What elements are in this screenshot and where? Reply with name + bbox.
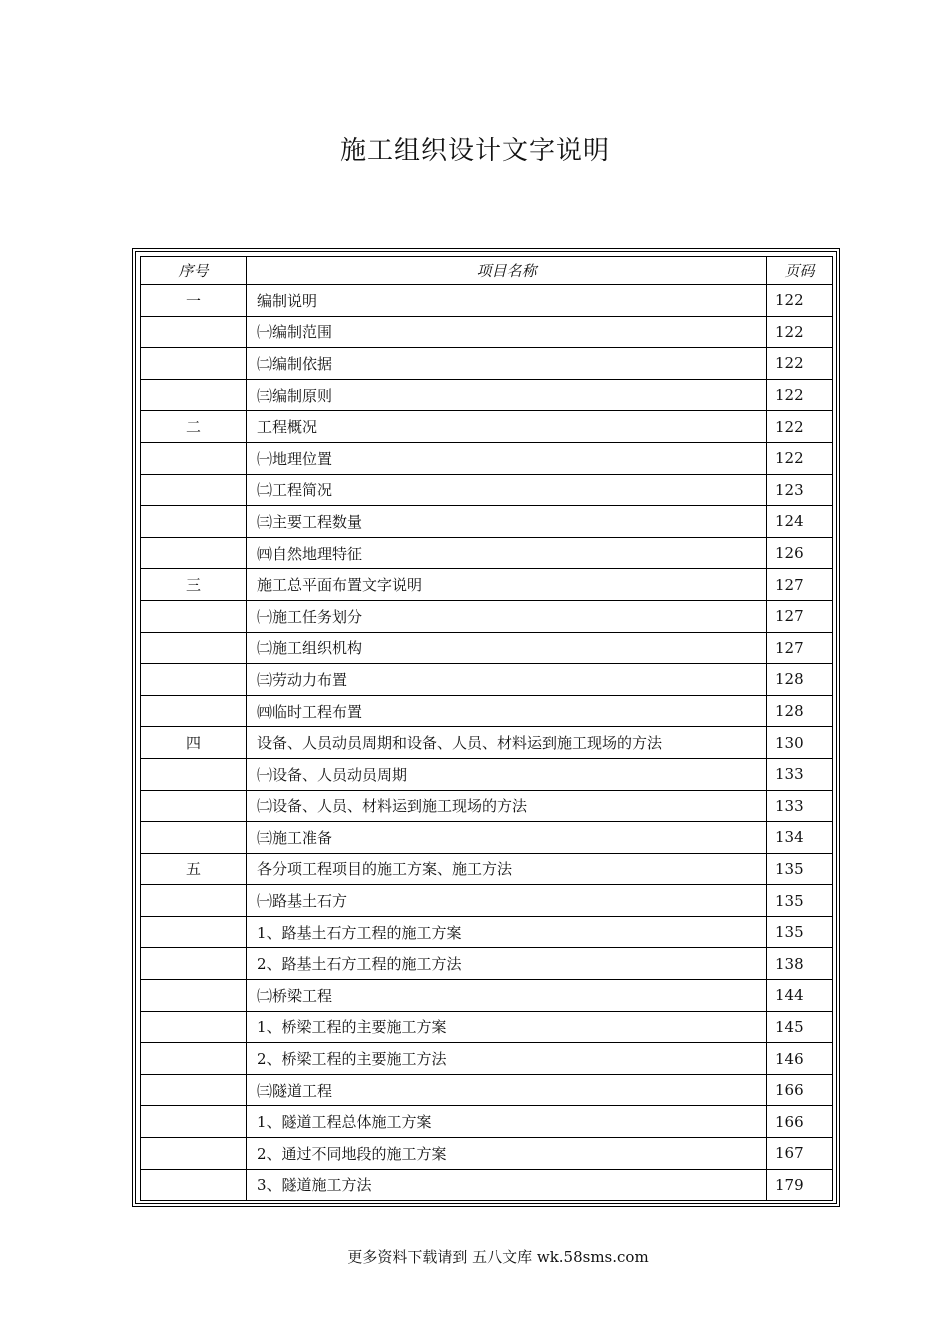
row-item-name: ㈠设备、人员动员周期 — [247, 758, 767, 790]
table-row — [141, 758, 833, 790]
table-row — [141, 285, 833, 317]
row-page-number: 133 — [767, 758, 833, 790]
table-row — [141, 790, 833, 822]
row-number: 二 — [141, 411, 247, 443]
table-row — [141, 411, 833, 443]
row-page-number: 126 — [767, 537, 833, 569]
row-item-name: ㈣临时工程布置 — [247, 695, 767, 727]
row-number — [141, 600, 247, 632]
row-item-name: ㈡编制依据 — [247, 348, 767, 380]
row-number — [141, 790, 247, 822]
row-number — [141, 537, 247, 569]
table-row — [141, 885, 833, 917]
row-page-number: 124 — [767, 506, 833, 538]
row-number — [141, 348, 247, 380]
row-item-name: ㈢施工准备 — [247, 822, 767, 854]
footer-text: 更多资料下载请到 五八文库 wk.58sms.com — [347, 1248, 649, 1266]
row-page-number: 127 — [767, 600, 833, 632]
row-number — [141, 822, 247, 854]
row-number — [141, 980, 247, 1012]
table-row — [141, 1169, 833, 1201]
row-item-name: 编制说明 — [247, 285, 767, 317]
table-row — [141, 1043, 833, 1075]
table-row — [141, 916, 833, 948]
table-row — [141, 727, 833, 759]
row-item-name: ㈣自然地理特征 — [247, 537, 767, 569]
table-row — [141, 348, 833, 380]
row-page-number: 128 — [767, 695, 833, 727]
row-number — [141, 1011, 247, 1043]
table-row — [141, 474, 833, 506]
header-number: 序号 — [141, 257, 247, 285]
row-number — [141, 695, 247, 727]
table-header-row — [141, 257, 833, 285]
table-row — [141, 600, 833, 632]
row-item-name: 2、通过不同地段的施工方案 — [247, 1138, 767, 1170]
row-item-name: ㈢编制原则 — [247, 379, 767, 411]
row-page-number: 138 — [767, 948, 833, 980]
row-page-number: 135 — [767, 853, 833, 885]
row-item-name: ㈠编制范围 — [247, 316, 767, 348]
row-page-number: 144 — [767, 980, 833, 1012]
row-item-name: 1、路基土石方工程的施工方案 — [247, 916, 767, 948]
row-number — [141, 664, 247, 696]
table-row — [141, 379, 833, 411]
row-number: 三 — [141, 569, 247, 601]
row-number — [141, 632, 247, 664]
row-item-name: 工程概况 — [247, 411, 767, 443]
row-item-name: ㈠路基土石方 — [247, 885, 767, 917]
row-page-number: 122 — [767, 379, 833, 411]
row-item-name: ㈡工程简况 — [247, 474, 767, 506]
table-row — [141, 442, 833, 474]
table-row — [141, 1138, 833, 1170]
table-row — [141, 316, 833, 348]
table-row — [141, 569, 833, 601]
table-row — [141, 632, 833, 664]
header-page: 页码 — [767, 257, 833, 285]
row-number — [141, 1106, 247, 1138]
row-page-number: 179 — [767, 1169, 833, 1201]
row-page-number: 122 — [767, 442, 833, 474]
table-row — [141, 1011, 833, 1043]
toc-table-frame — [132, 248, 840, 1207]
row-page-number: 135 — [767, 916, 833, 948]
row-page-number: 122 — [767, 348, 833, 380]
row-item-name: 2、桥梁工程的主要施工方法 — [247, 1043, 767, 1075]
row-page-number: 167 — [767, 1138, 833, 1170]
row-page-number: 128 — [767, 664, 833, 696]
header-name: 项目名称 — [247, 257, 767, 285]
row-page-number: 133 — [767, 790, 833, 822]
row-page-number: 122 — [767, 285, 833, 317]
row-item-name: 设备、人员动员周期和设备、人员、材料运到施工现场的方法 — [247, 727, 767, 759]
row-page-number: 130 — [767, 727, 833, 759]
row-page-number: 127 — [767, 632, 833, 664]
row-page-number: 122 — [767, 316, 833, 348]
row-item-name: 各分项工程项目的施工方案、施工方法 — [247, 853, 767, 885]
toc-table — [140, 256, 833, 1201]
row-page-number: 145 — [767, 1011, 833, 1043]
row-item-name: ㈠施工任务划分 — [247, 600, 767, 632]
row-number — [141, 1074, 247, 1106]
row-number — [141, 885, 247, 917]
table-row — [141, 695, 833, 727]
row-page-number: 122 — [767, 411, 833, 443]
row-item-name: 3、隧道施工方法 — [247, 1169, 767, 1201]
row-item-name: 1、隧道工程总体施工方案 — [247, 1106, 767, 1138]
row-page-number: 123 — [767, 474, 833, 506]
row-page-number: 127 — [767, 569, 833, 601]
row-number — [141, 474, 247, 506]
table-row — [141, 1074, 833, 1106]
row-item-name: ㈡设备、人员、材料运到施工现场的方法 — [247, 790, 767, 822]
row-item-name: 2、路基土石方工程的施工方法 — [247, 948, 767, 980]
table-row — [141, 822, 833, 854]
table-row — [141, 853, 833, 885]
row-page-number: 135 — [767, 885, 833, 917]
page-title: 施工组织设计文字说明 — [339, 136, 610, 166]
row-item-name: ㈡桥梁工程 — [247, 980, 767, 1012]
row-item-name: ㈠地理位置 — [247, 442, 767, 474]
table-row — [141, 664, 833, 696]
row-number — [141, 379, 247, 411]
row-number: 一 — [141, 285, 247, 317]
row-item-name: ㈢劳动力布置 — [247, 664, 767, 696]
row-item-name: ㈢隧道工程 — [247, 1074, 767, 1106]
row-number — [141, 316, 247, 348]
row-number — [141, 1043, 247, 1075]
table-row — [141, 506, 833, 538]
row-item-name: ㈢主要工程数量 — [247, 506, 767, 538]
row-item-name: ㈡施工组织机构 — [247, 632, 767, 664]
table-row — [141, 948, 833, 980]
table-row — [141, 537, 833, 569]
row-number — [141, 948, 247, 980]
row-number — [141, 916, 247, 948]
row-item-name: 施工总平面布置文字说明 — [247, 569, 767, 601]
row-number — [141, 1169, 247, 1201]
row-number — [141, 442, 247, 474]
row-page-number: 166 — [767, 1074, 833, 1106]
row-page-number: 134 — [767, 822, 833, 854]
row-number: 五 — [141, 853, 247, 885]
row-item-name: 1、桥梁工程的主要施工方案 — [247, 1011, 767, 1043]
table-row — [141, 1106, 833, 1138]
row-number — [141, 506, 247, 538]
table-row — [141, 980, 833, 1012]
row-number — [141, 758, 247, 790]
row-page-number: 166 — [767, 1106, 833, 1138]
row-number — [141, 1138, 247, 1170]
row-page-number: 146 — [767, 1043, 833, 1075]
row-number: 四 — [141, 727, 247, 759]
